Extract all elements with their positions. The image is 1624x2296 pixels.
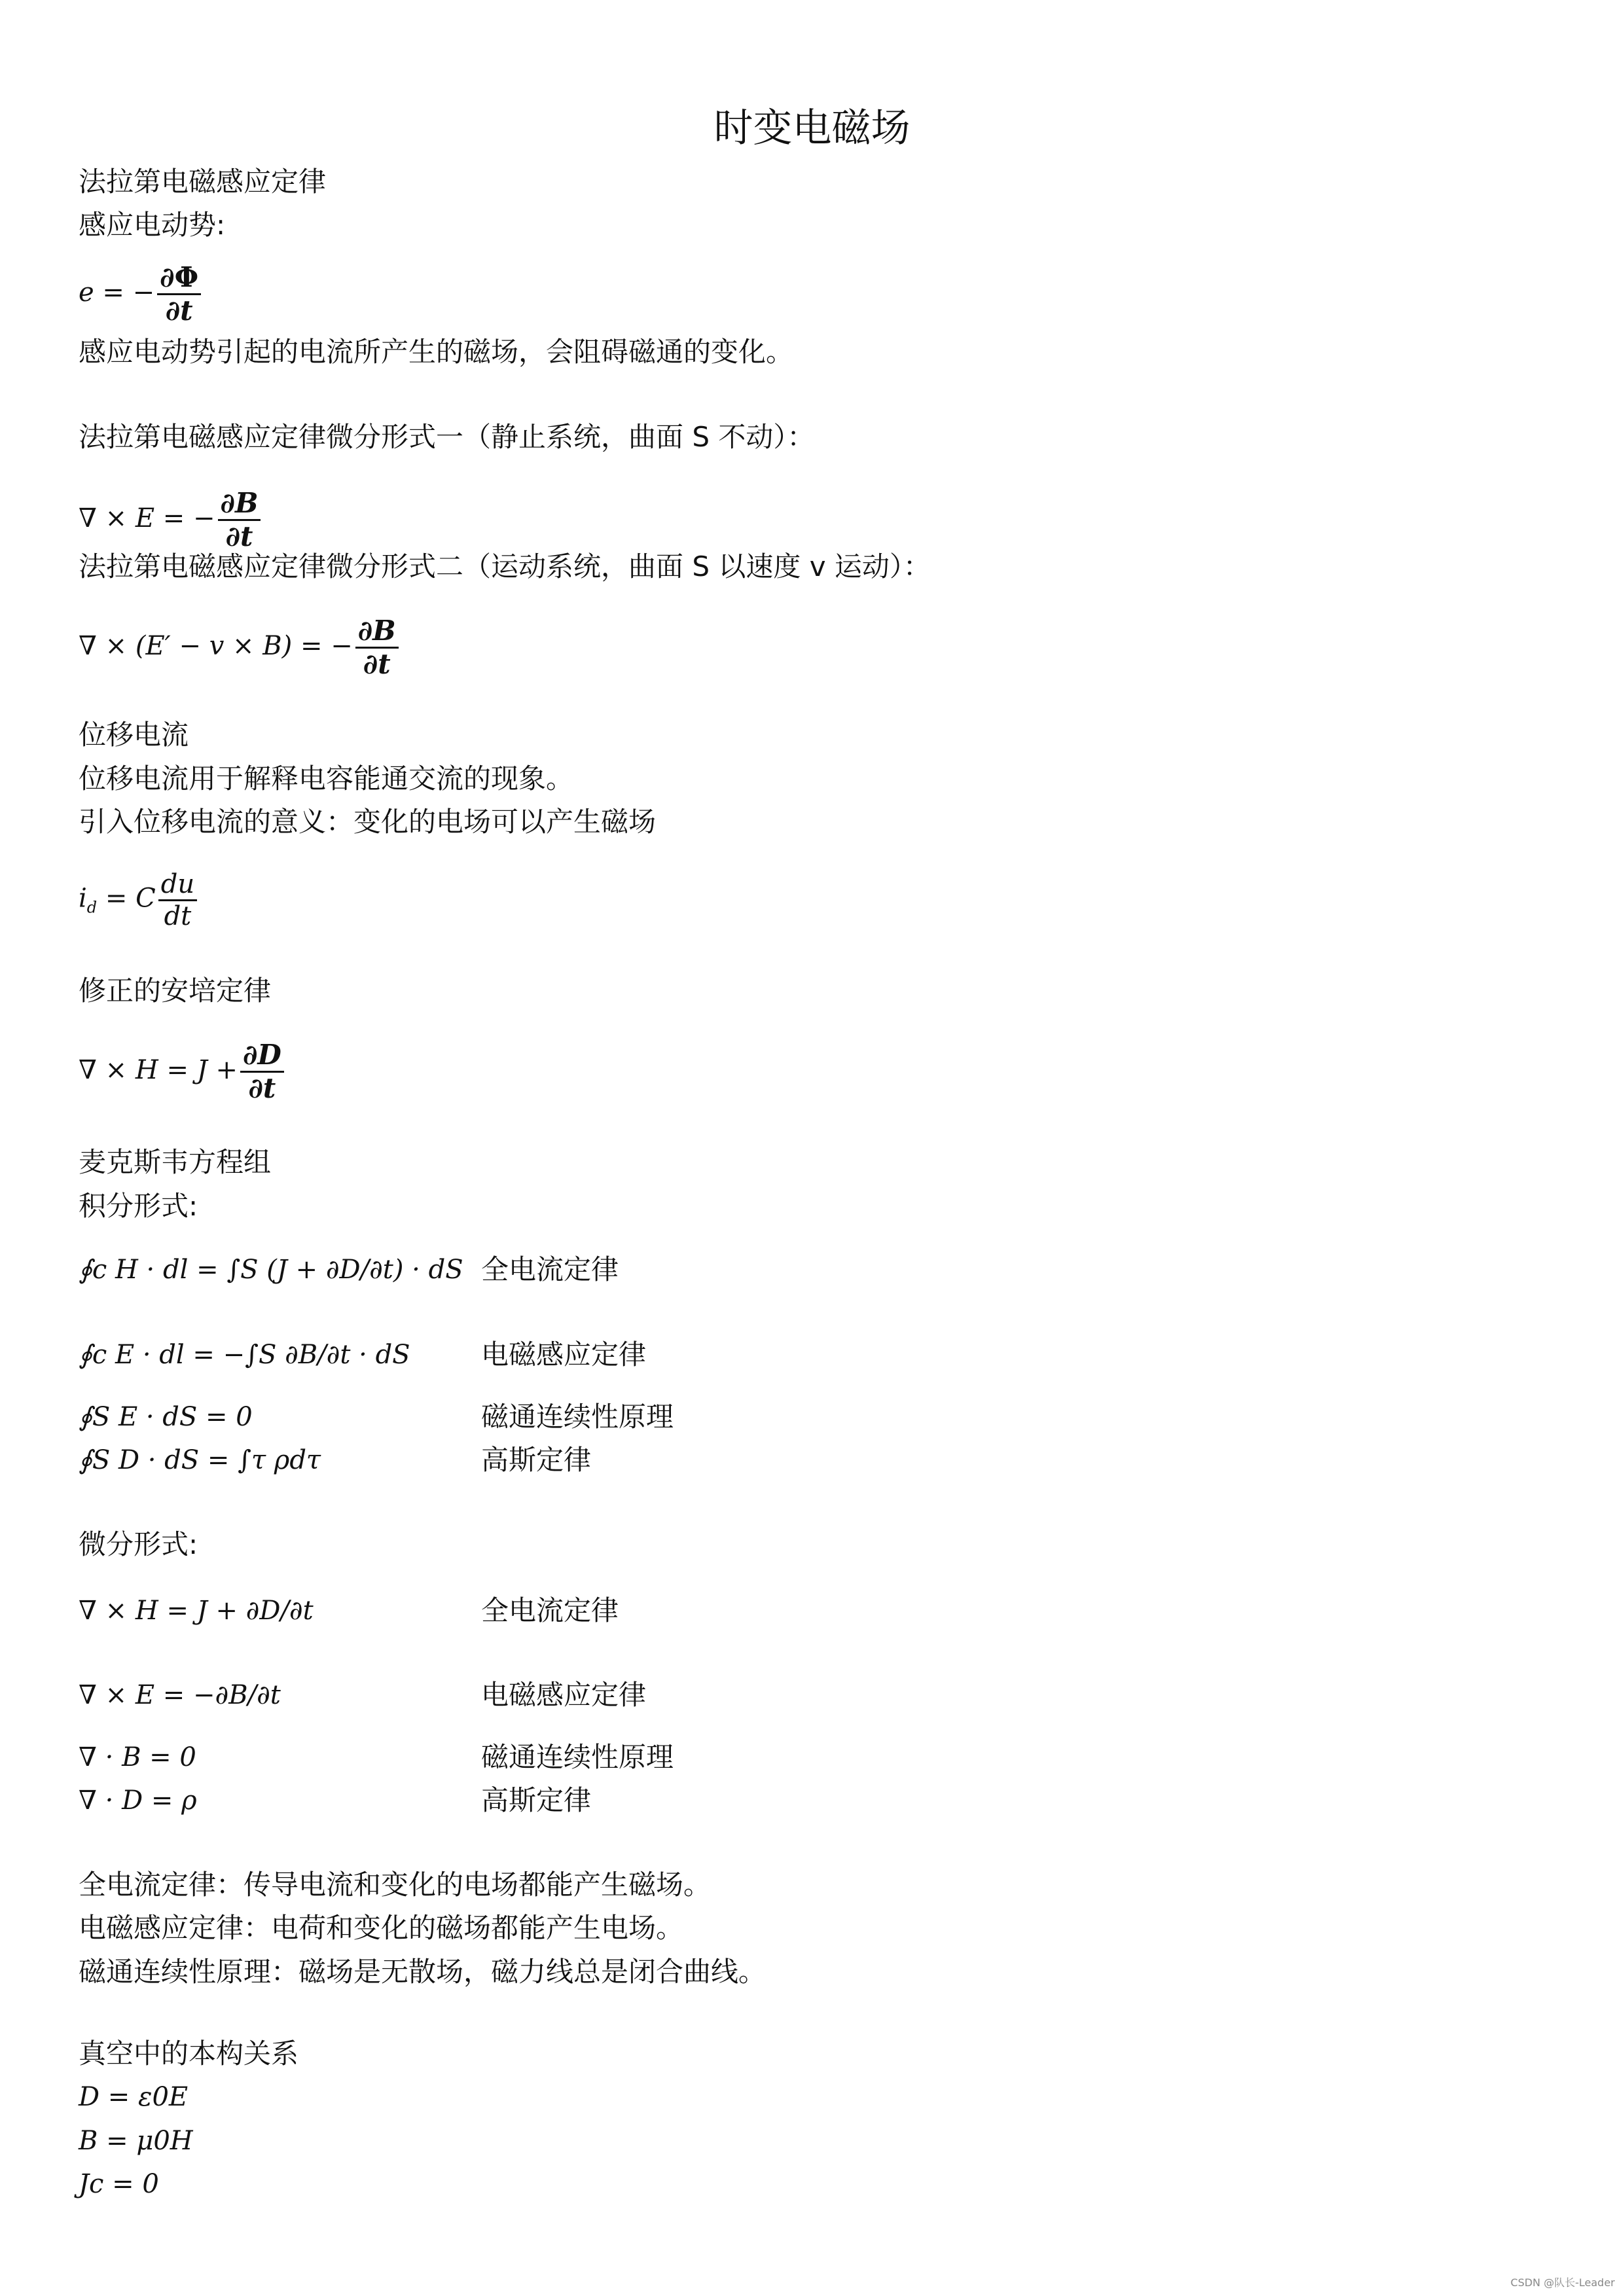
ampere-numerator: ∂D [240, 1039, 284, 1073]
differential-law-4: 高斯定律 [481, 1784, 592, 1816]
emf-note: 感应电动势引起的电流所产生的磁场，会阻碍磁通的变化。 [79, 336, 794, 368]
differential-eq-3: ∇ · B = 0 [79, 1742, 196, 1772]
explanation-2: 电磁感应定律：电荷和变化的磁场都能产生电场。 [79, 1912, 684, 1944]
integral-form-label: 积分形式: [79, 1190, 198, 1222]
ampere-denominator: ∂t [248, 1072, 276, 1105]
displacement-lhs: i [79, 883, 87, 914]
faraday-heading: 法拉第电磁感应定律 [79, 166, 327, 198]
ampere-lhs: ∇ × H = J + [79, 1054, 238, 1085]
emf-equation [79, 262, 204, 327]
diff1-numerator: ∂B [218, 488, 261, 521]
integral-law-3: 磁通连续性原理 [481, 1401, 674, 1433]
faraday-diff2-label: 法拉第电磁感应定律微分形式二（运动系统，曲面 S 以速度 v 运动）： [79, 550, 931, 583]
integral-eq-3: ∮S E · dS = 0 [79, 1402, 253, 1432]
integral-law-4: 高斯定律 [481, 1444, 592, 1476]
integral-law-1: 全电流定律 [481, 1253, 619, 1285]
integral-eq-1: ∮c H · dl = ∫S (J + ∂D/∂t) · dS [79, 1255, 463, 1285]
differential-eq-1: ∇ × H = J + ∂D/∂t [79, 1596, 314, 1626]
diff2-lhs: ∇ × (E′ − v × B) = − [79, 630, 353, 661]
emf-numerator: ∂Φ [157, 262, 201, 295]
emf-label: 感应电动势: [79, 209, 226, 241]
differential-law-2: 电磁感应定律 [481, 1679, 647, 1711]
explanation-1: 全电流定律：传导电流和变化的电场都能产生磁场。 [79, 1869, 712, 1901]
emf-lhs: e = − [79, 277, 155, 308]
displacement-heading: 位移电流 [79, 719, 189, 751]
diff1-lhs: ∇ × E = − [79, 503, 215, 533]
constitutive-heading: 真空中的本构关系 [79, 2037, 299, 2070]
diff1-denominator: ∂t [225, 520, 253, 553]
displacement-numerator: du [158, 869, 197, 901]
integral-law-2: 电磁感应定律 [481, 1338, 647, 1371]
constitutive-relation-3: Jc = 0 [79, 2169, 159, 2199]
differential-form-label: 微分形式: [79, 1528, 198, 1560]
ampere-heading: 修正的安培定律 [79, 975, 272, 1007]
page-title: 时变电磁场 [713, 105, 911, 151]
diff2-numerator: ∂B [355, 615, 399, 649]
constitutive-relation-1: D = ε0E [79, 2082, 189, 2112]
integral-eq-2: ∮c E · dl = −∫S ∂B/∂t · dS [79, 1340, 410, 1370]
integral-eq-4: ∮S D · dS = ∫τ ρdτ [79, 1445, 321, 1475]
displacement-mid: = C [97, 883, 156, 914]
differential-law-3: 磁通连续性原理 [481, 1741, 674, 1773]
faraday-diff1-label: 法拉第电磁感应定律微分形式一（静止系统，曲面 S 不动）： [79, 421, 815, 453]
differential-eq-2: ∇ × E = −∂B/∂t [79, 1680, 281, 1710]
displacement-denominator: dt [164, 901, 192, 931]
displacement-equation [79, 869, 200, 931]
differential-eq-4: ∇ · D = ρ [79, 1785, 197, 1816]
displacement-sub: d [86, 898, 98, 917]
diff2-denominator: ∂t [363, 648, 391, 681]
faraday-diff1-equation [79, 488, 263, 553]
watermark-footer: CSDN @队长-Leader [1510, 2276, 1615, 2289]
displacement-desc: 位移电流用于解释电容能通交流的现象。 [79, 762, 574, 795]
ampere-equation [79, 1039, 287, 1105]
explanation-3: 磁通连续性原理：磁场是无散场，磁力线总是闭合曲线。 [79, 1956, 767, 1988]
differential-law-1: 全电流定律 [481, 1594, 619, 1626]
faraday-diff2-equation [79, 615, 401, 681]
displacement-meaning: 引入位移电流的意义：变化的电场可以产生磁场 [79, 806, 657, 838]
emf-denominator: ∂t [165, 295, 193, 327]
maxwell-heading: 麦克斯韦方程组 [79, 1146, 272, 1178]
constitutive-relation-2: B = μ0H [79, 2126, 193, 2156]
